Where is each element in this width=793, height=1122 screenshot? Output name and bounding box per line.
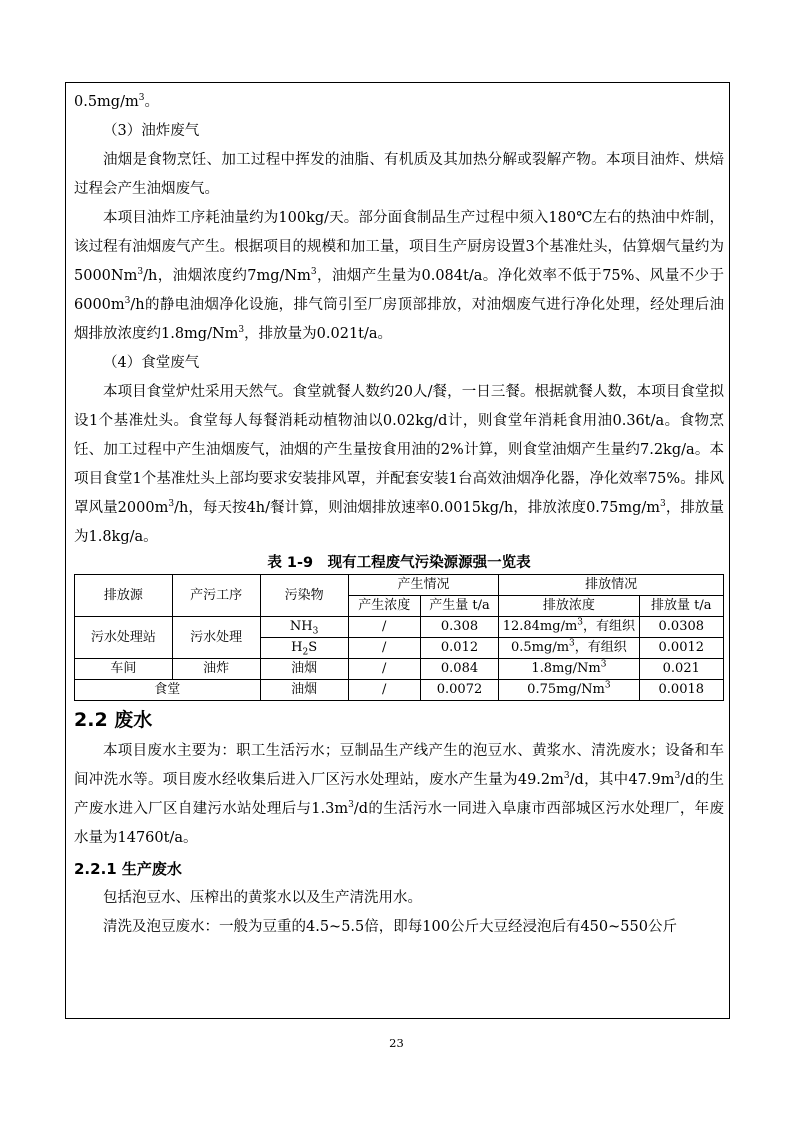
superscript: 3: [563, 771, 570, 782]
header-process: 产污工序: [172, 575, 260, 617]
text: ，有组织: [574, 640, 627, 655]
text: ，油烟产生量为0.084t/a。净化效率不低于75%、风量不少于6000m: [74, 268, 724, 313]
superscript: 3: [674, 771, 681, 782]
cell-gen-conc: /: [348, 659, 420, 680]
paragraph-fry-process: [74, 204, 724, 349]
cell-pollutant: [260, 638, 348, 659]
text: /d，其中47.9m: [569, 772, 675, 788]
cell-gen-amt: 0.084: [420, 659, 499, 680]
text: ，有组织: [583, 619, 636, 634]
text: H: [291, 640, 303, 655]
paragraph-production-wastewater: 包括泡豆水、压榨出的黄浆水以及生产清洗用水。: [103, 890, 422, 906]
text: 0.75mg/Nm: [527, 682, 605, 697]
text: NH: [289, 619, 313, 634]
text: 本项目废水主要为：职工生活污水；豆制品生产线产生的泡豆水、黄浆水、清洗废水；设备和车间冲洗水等。项目废水经收集后进入厂区污水处理站，废水产生量为49.2m: [74, 743, 724, 788]
cell-gen-amt: 0.012: [420, 638, 499, 659]
subscript: 3: [312, 626, 319, 637]
cell-source: 食堂: [75, 680, 261, 701]
superscript: 3: [660, 499, 666, 510]
table-caption: 表 1-9 现有工程废气污染源源强一览表: [267, 555, 531, 571]
superscript: 3: [238, 325, 245, 336]
table-header-row: [75, 575, 724, 596]
header-pollutant: 污染物: [260, 575, 348, 617]
table-row: [75, 659, 724, 680]
paragraph-wastewater: [74, 737, 724, 853]
text: S: [308, 640, 318, 655]
superscript: 3: [124, 296, 131, 307]
cell-gen-amt: 0.0072: [420, 680, 499, 701]
superscript: 3: [577, 617, 584, 628]
cell-gen-amt: 0.308: [420, 617, 499, 638]
cell-emit-conc: [499, 659, 639, 680]
text: 本项目油炸工序耗油量约为100kg/天。部分面食制品生产过程中须入180℃左右的热油中炸制，该过程有油烟废气产生。根据项目的规模和加工量，项目生产厨房设置3个基准灶头，估算烟气量约为5000Nm: [74, 210, 724, 284]
subscript: 2: [302, 647, 309, 658]
cell-emit-amt: 0.0012: [639, 638, 723, 659]
cell-source: 污水处理站: [75, 617, 173, 659]
text: 0.5mg/m: [74, 94, 139, 110]
cell-process: 污水处理: [172, 617, 260, 659]
header-emission: 排放情况: [499, 575, 724, 596]
text: ，排放量为0.021t/a。: [244, 326, 393, 342]
paragraph-oil-smoke: 油烟是食物烹饪、加工过程中挥发的油脂、有机质及其加热分解或裂解产物。本项目油炸、烘焙过程会产生油烟废气。: [74, 152, 724, 197]
cell-emit-amt: 0.021: [639, 659, 723, 680]
paragraph-soak-water: 清洗及泡豆废水：一般为豆重的4.5~5.5倍，即每100公斤大豆经浸泡后有450~550公斤: [103, 919, 677, 935]
cell-pollutant: 油烟: [260, 680, 348, 701]
text: 。: [144, 94, 159, 110]
table-row: [75, 617, 724, 638]
superscript: 3: [168, 499, 175, 510]
cell-emit-amt: 0.0308: [639, 617, 723, 638]
cell-source: 车间: [75, 659, 173, 680]
header-gen-amt: 产生量 t/a: [420, 596, 499, 617]
header-source: 排放源: [75, 575, 173, 617]
text: ，排放量为1.8kg/a。: [74, 500, 724, 545]
text: /d的生活污水一同进入阜康市西部城区污水处理厂，年废水量为14760t/a。: [74, 801, 724, 846]
cell-pollutant: 油烟: [260, 659, 348, 680]
cell-gen-conc: /: [348, 638, 420, 659]
cell-gen-conc: /: [348, 680, 420, 701]
text: 12.84mg/m: [502, 619, 578, 634]
paragraph-continuation: [74, 88, 724, 117]
text: /h的静电油烟净化设施，排气筒引至厂房顶部排放，对油烟废气进行净化处理，经处理后油烟排放浓度约1.8mg/Nm: [74, 297, 724, 342]
cell-emit-conc: [499, 617, 639, 638]
superscript: 3: [348, 800, 354, 811]
subheading-canteen-gas: （4）食堂废气: [103, 355, 200, 371]
superscript: 3: [569, 638, 575, 649]
superscript: 3: [310, 267, 317, 278]
paragraph-canteen: [74, 378, 724, 552]
cell-gen-conc: /: [348, 617, 420, 638]
text: /h，每天按4h/餐计算，则油烟排放速率0.0015kg/h，排放浓度0.75mg/m: [174, 500, 661, 516]
header-gen-conc: 产生浓度: [348, 596, 420, 617]
text: 1.8mg/Nm: [531, 661, 601, 676]
table-row: [75, 680, 724, 701]
page-number: 23: [389, 1036, 404, 1050]
superscript: 3: [600, 659, 607, 670]
header-emit-amt: 排放量 t/a: [639, 596, 723, 617]
text: 本项目食堂炉灶采用天然气。食堂就餐人数约20人/餐，一日三餐。根据就餐人数，本项目食堂拟设1个基准灶头。食堂每人每餐消耗动植物油以0.02kg/d计，则食堂年消耗食用油0.36t/a。食物烹饪、加工过程中产生油烟废气，油烟的产生量按食用油的2%计算，则食堂油烟产生量约7.2kg/a。本项目食堂1个基准灶头上部均要求安装排风罩，并配套安装1台高效油烟净化器，净化效率75%。排风罩风量2000m: [74, 384, 724, 516]
document-body: [74, 88, 724, 942]
text: 0.5mg/m: [511, 640, 570, 655]
cell-process: 油炸: [172, 659, 260, 680]
subheading-fry-gas: （3）油炸废气: [103, 123, 200, 139]
superscript: 3: [138, 93, 145, 104]
header-generation: 产生情况: [348, 575, 499, 596]
cell-pollutant: [260, 617, 348, 638]
cell-emit-amt: 0.0018: [639, 680, 723, 701]
superscript: 3: [137, 267, 144, 278]
cell-emit-conc: [499, 638, 639, 659]
text: /d的生产废水进入厂区自建污水站处理后与1.3m: [74, 772, 724, 817]
emission-table: [74, 574, 724, 701]
section-heading-wastewater: 2.2 废水: [74, 709, 153, 731]
header-emit-conc: 排放浓度: [499, 596, 639, 617]
text: /h，油烟浓度约7mg/Nm: [143, 268, 311, 284]
cell-emit-conc: [499, 680, 639, 701]
superscript: 3: [604, 680, 611, 691]
subsection-heading-production-wastewater: 2.2.1 生产废水: [74, 860, 182, 878]
